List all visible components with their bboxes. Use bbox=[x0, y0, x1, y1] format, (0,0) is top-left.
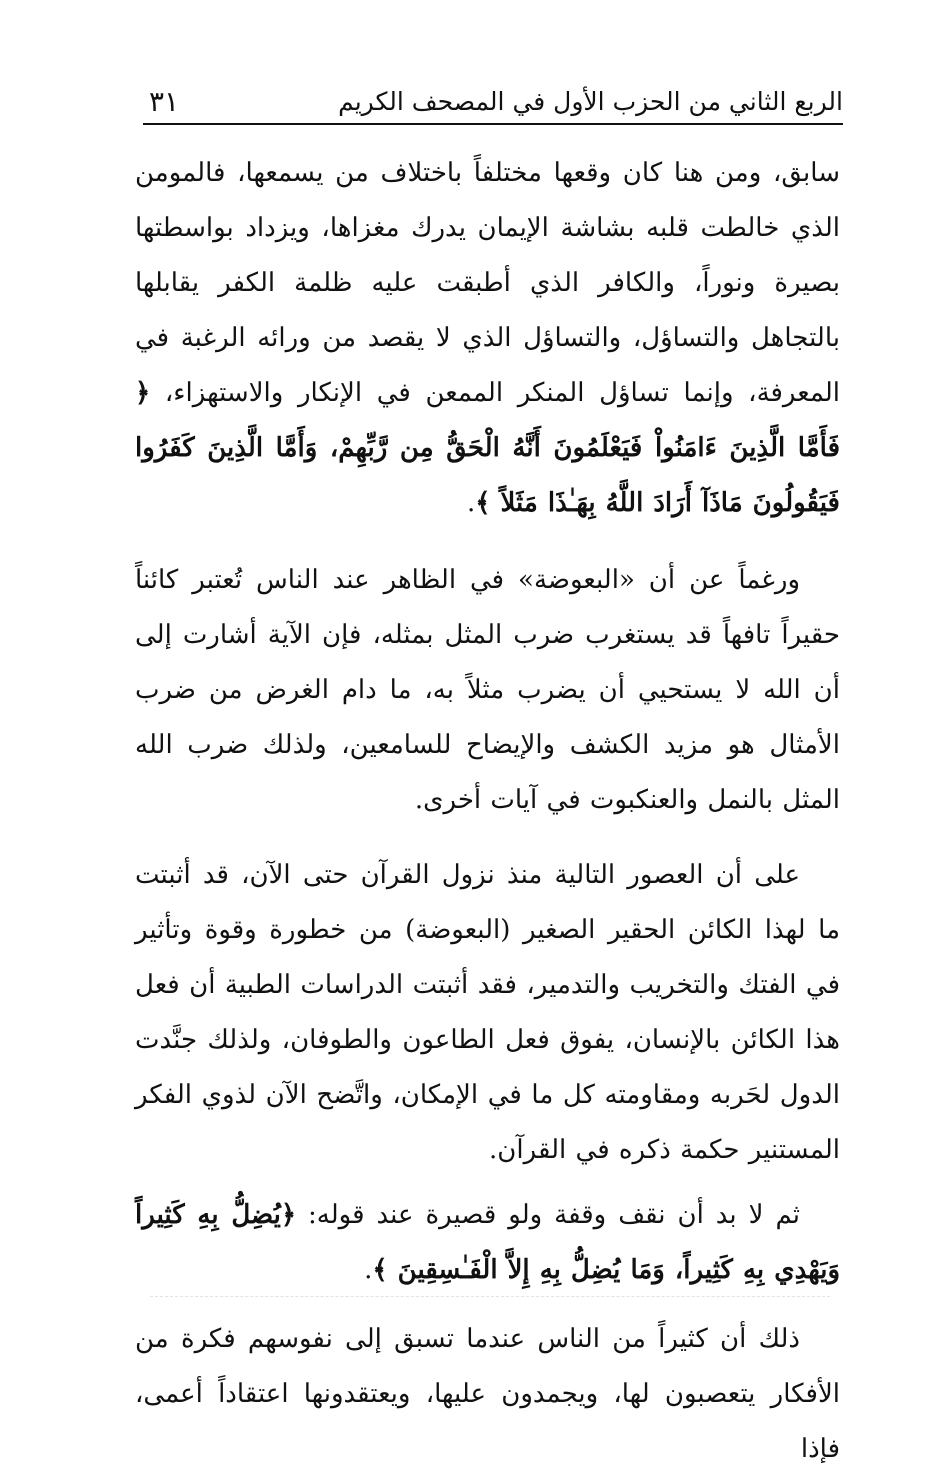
quran-verse-1: ﴿ فَأَمَّا الَّذِينَ ءَامَنُواْ فَيَعْلَمُونَ أَنَّهُ الْحَقُّ مِن رَّبِّهِمْ، وَأَمَّا الَّذِينَ كَفَرُوا فَيَقُولُونَ مَاذَآ أَرَادَ اللَّهُ بِهَـٰذَا مَثَلاً ﴾ bbox=[135, 378, 840, 518]
paragraph-1-end: . bbox=[466, 488, 476, 518]
paragraph-1 bbox=[135, 146, 840, 531]
paragraph-4-end: . bbox=[364, 1255, 373, 1285]
quran-verse-2: ﴿يُضِلُّ بِهِ كَثِيراً وَيَهْدِي بِهِ كَثِيراً، وَمَا يُضِلُّ بِهِ إِلاَّ الْفَـٰسِقِينَ ﴾ bbox=[135, 1200, 840, 1285]
body-text bbox=[135, 146, 840, 1477]
paragraph-4-text: ثم لا بد أن نقف وقفة ولو قصيرة عند قوله: bbox=[308, 1200, 800, 1230]
paragraph-2: ورغماً عن أن «البعوضة» في الظاهر عند الناس تُعتبر كائناً حقيراً تافهاً قد يستغرب ضرب المثل بمثله، فإن الآية أشارت إلى أن الله لا يستحيي أن يضرب مثلاً به، ما دام الغرض من ضرب الأمثال هو مزيد الكشف والإيضاح للسامعين، ولذلك ضرب الله المثل بالنمل والعنكبوت في آيات أخرى. bbox=[135, 565, 840, 815]
paragraph-1-text: سابق، ومن هنا كان وقعها مختلفاً باختلاف من يسمعها، فالمومن الذي خالطت قلبه بشاشة الإيمان يدرك مغزاها، ويزداد بواسطتها بصيرة ونوراً، والكافر الذي أطبقت عليه ظلمة الكفر يقابلها بالتجاهل والتساؤل، والتساؤل الذي لا يقصد من ورائه الرغبة في المعرفة، وإنما تساؤل المنكر الممعن في الإنكار والاستهزاء، bbox=[135, 158, 841, 408]
scan-artifact-line bbox=[150, 1296, 830, 1297]
header-divider bbox=[143, 123, 843, 125]
page-number: ٣١ bbox=[149, 85, 180, 118]
paragraph-4 bbox=[135, 1188, 840, 1298]
running-header-title: الربع الثاني من الحزب الأول في المصحف الكريم bbox=[338, 87, 843, 116]
running-header bbox=[143, 82, 843, 122]
paragraph-5: ذلك أن كثيراً من الناس عندما تسبق إلى نفوسهم فكرة من الأفكار يتعصبون لها، ويجمدون عليها، ويعتقدونها اعتقاداً أعمى، فإذا bbox=[135, 1324, 840, 1464]
paragraph-3: على أن العصور التالية منذ نزول القرآن حتى الآن، قد أثبتت ما لهذا الكائن الحقير الصغير (البعوضة) من خطورة وقوة وتأثير في الفتك والتخريب والتدمير، فقد أثبتت الدراسات الطبية أن فعل هذا الكائن بالإنسان، يفوق فعل الطاعون والطوفان، ولذلك جنَّدت الدول لحَربه ومقاومته كل ما في الإمكان، واتَّضح الآن لذوي الفكر المستنير حكمة ذكره في القرآن. bbox=[135, 860, 840, 1165]
